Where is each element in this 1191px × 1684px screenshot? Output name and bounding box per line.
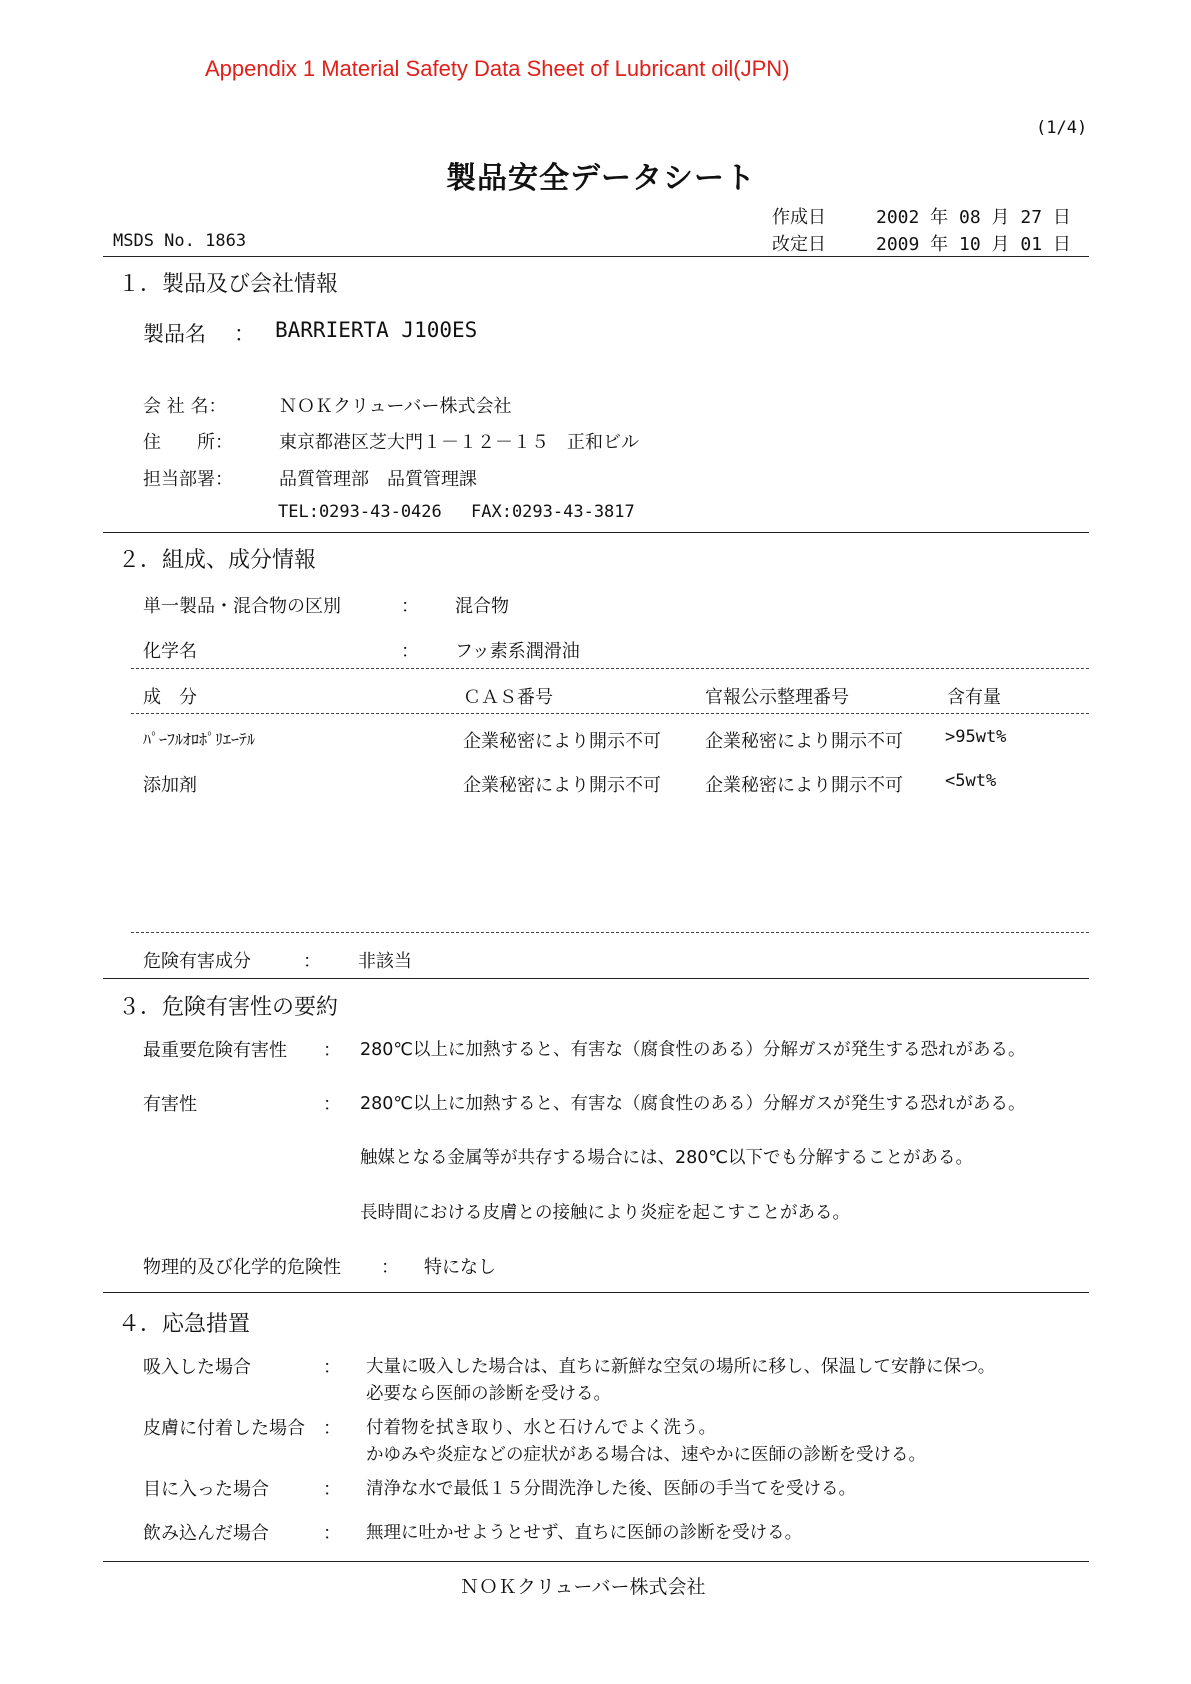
row-1-gazette: 企業秘密により開示不可 [705, 731, 903, 752]
physical-chemical-hazard-value: 特になし [424, 1257, 496, 1278]
major-hazard-label: 最重要危険有害性 [143, 1040, 287, 1061]
row-2-component: 添加剤 [143, 775, 197, 796]
row-1-content: >95wt% [945, 727, 1007, 747]
msds-number: MSDS No. 1863 [113, 231, 247, 251]
skin-contact-label: 皮膚に付着した場合 [143, 1418, 305, 1439]
inhalation-line: 大量に吸入した場合は、直ちに新鮮な空気の場所に移し、保温して安静に保つ。 [366, 1357, 996, 1377]
ingestion-line: 無理に吐かせようとせず、直ちに医師の診断を受ける。 [366, 1523, 803, 1543]
divider [103, 978, 1089, 979]
physical-chemical-hazard-label: 物理的及び化学的危険性 [143, 1257, 341, 1278]
skin-contact-line: 付着物を拭き取り、水と石けんでよく洗う。 [366, 1418, 716, 1438]
eye-contact-line: 清浄な水で最低１５分間洗浄した後、医師の手当てを受ける。 [366, 1479, 856, 1499]
chemical-name-value: フッ素系潤滑油 [455, 641, 580, 662]
product-type-value: 混合物 [455, 596, 509, 617]
product-type-label: 単一製品・混合物の区別 [143, 596, 341, 617]
product-name-label: 製品名 [143, 322, 206, 346]
product-name-colon: ： [234, 322, 255, 346]
section-1-heading: １．製品及び会社情報 [118, 272, 339, 297]
hazardous-component-colon: ： [303, 951, 321, 972]
section-4-heading: ４．応急措置 [118, 1312, 251, 1337]
created-date-label: 作成日 [772, 207, 826, 228]
harmfulness-line: 長時間における皮膚との接触により炎症を起こすことがある。 [360, 1203, 850, 1223]
harmfulness-colon: ： [323, 1094, 341, 1115]
divider [103, 532, 1089, 533]
row-2-content: <5wt% [945, 771, 997, 791]
table-divider [131, 668, 1089, 669]
company-label: 会 社 名： [143, 396, 227, 417]
address-value: 東京都港区芝大門１－１２－１５ 正和ビル [279, 432, 639, 453]
major-hazard-colon: ： [323, 1040, 341, 1061]
chemical-name-label: 化学名 [143, 641, 197, 662]
eye-contact-label: 目に入った場合 [143, 1479, 269, 1500]
ingestion-label: 飲み込んだ場合 [143, 1523, 269, 1544]
physical-chemical-hazard-colon: ： [381, 1257, 399, 1278]
section-3-heading: ３．危険有害性の要約 [118, 995, 339, 1020]
skin-contact-colon: ： [323, 1418, 341, 1439]
hazardous-component-label: 危険有害成分 [143, 951, 251, 972]
table-header-cas: ＣＡＳ番号 [463, 687, 553, 708]
created-date-value: 2002 年 08 月 27 日 [876, 207, 1071, 228]
address-label: 住 所： [143, 432, 233, 453]
chemical-name-colon: ： [401, 641, 419, 662]
inhalation-line: 必要なら医師の診断を受ける。 [366, 1384, 611, 1404]
table-header-content: 含有量 [947, 687, 1001, 708]
product-type-colon: ： [401, 596, 419, 617]
department-value: 品質管理部 品質管理課 [279, 469, 477, 490]
row-2-cas: 企業秘密により開示不可 [463, 775, 661, 796]
telephone: TEL:0293-43-0426 [278, 502, 442, 522]
revised-date-value: 2009 年 10 月 01 日 [876, 234, 1071, 255]
table-divider [131, 713, 1089, 714]
eye-contact-colon: ： [323, 1479, 341, 1500]
company-value: ＮＯＫクリューバー株式会社 [279, 396, 512, 417]
divider [103, 1561, 1089, 1562]
divider [103, 256, 1089, 257]
document-title: 製品安全データシート [446, 161, 756, 196]
ingestion-colon: ： [323, 1523, 341, 1544]
row-1-cas: 企業秘密により開示不可 [463, 731, 661, 752]
inhalation-colon: ： [323, 1357, 341, 1378]
harmfulness-label: 有害性 [143, 1094, 197, 1115]
inhalation-label: 吸入した場合 [143, 1357, 251, 1378]
revised-date-label: 改定日 [772, 234, 826, 255]
table-divider [131, 932, 1089, 933]
harmfulness-line: 280℃以上に加熱すると、有害な（腐食性のある）分解ガスが発生する恐れがある。 [360, 1094, 1026, 1114]
hazardous-component-value: 非該当 [358, 951, 412, 972]
section-2-heading: ２．組成、成分情報 [118, 548, 317, 573]
divider [103, 1292, 1089, 1293]
skin-contact-line: かゆみや炎症などの症状がある場合は、速やかに医師の診断を受ける。 [366, 1445, 926, 1465]
major-hazard-value: 280℃以上に加熱すると、有害な（腐食性のある）分解ガスが発生する恐れがある。 [360, 1040, 1026, 1060]
row-1-component: ﾊﾟｰﾌﾙｵﾛﾎﾟﾘｴｰﾃﾙ [143, 730, 256, 749]
department-label: 担当部署： [143, 469, 233, 490]
fax: FAX:0293-43-3817 [471, 502, 635, 522]
footer-company: ＮＯＫクリューバー株式会社 [460, 1576, 706, 1598]
row-2-gazette: 企業秘密により開示不可 [705, 775, 903, 796]
table-header-gazette: 官報公示整理番号 [705, 687, 849, 708]
appendix-title: Appendix 1 Material Safety Data Sheet of Lubricant oil(JPN) [205, 56, 790, 81]
table-header-component: 成 分 [143, 687, 197, 708]
harmfulness-line: 触媒となる金属等が共存する場合には、280℃以下でも分解することがある。 [360, 1148, 974, 1168]
page-number: (1/4) [1036, 118, 1088, 138]
product-name-value: BARRIERTA J100ES [275, 318, 478, 342]
